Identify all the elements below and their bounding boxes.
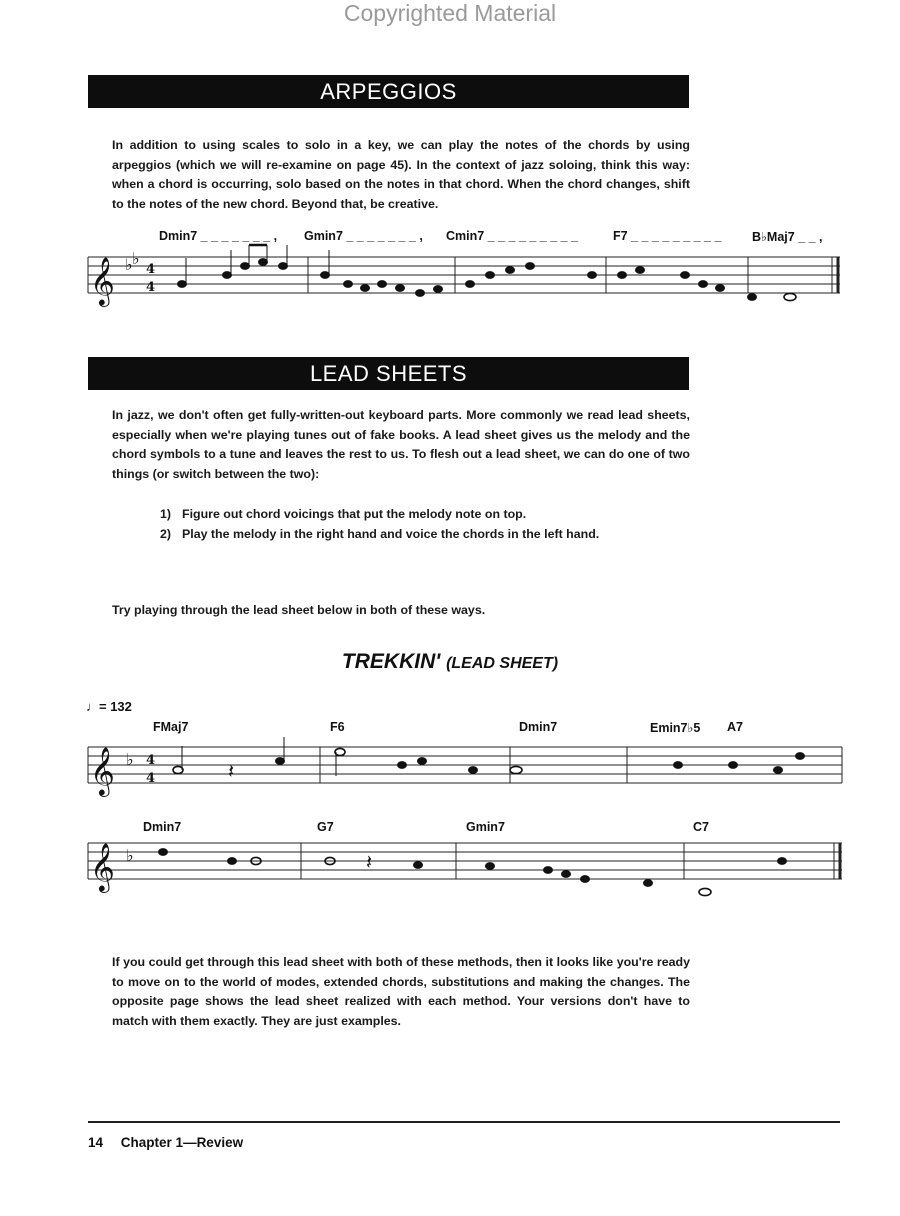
chord-symbol: Emin7♭5	[650, 721, 701, 735]
chapter-label: Chapter 1—Review	[120, 1135, 244, 1150]
try-text: Try playing through the lead sheet below in both of these ways.	[112, 603, 486, 617]
svg-text:𝄽: 𝄽	[228, 761, 235, 783]
chord-symbol: Gmin7 _ _ _ _ _ _ _ ,	[304, 229, 423, 243]
chord-symbol: FMaj7	[153, 720, 189, 734]
chord-symbol: B♭Maj7 _ _ ,	[752, 230, 823, 244]
chord-symbol: Dmin7 _ _ _ _ _ _ _ ,	[159, 229, 278, 243]
chord-symbol: F6	[330, 720, 345, 734]
svg-text:4: 4	[146, 771, 156, 786]
svg-text:♭: ♭	[132, 249, 140, 268]
chord-symbol: F7 _ _ _ _ _ _ _ _ _	[613, 229, 722, 243]
list-item: 2) Play the melody in the right hand and voice the chords in the left hand.	[160, 526, 600, 541]
svg-text:♭: ♭	[126, 846, 134, 865]
arpeggios-heading: ARPEGGIOS	[88, 75, 689, 108]
chord-symbol: Cmin7 _ _ _ _ _ _ _ _ _	[446, 229, 579, 243]
list-item: 1) Figure out chord voicings that put the melody note on top.	[160, 507, 527, 521]
lead-staff-2	[88, 843, 842, 879]
flat-icon: ♭	[125, 255, 133, 274]
lead-sheets-heading: LEAD SHEETS	[88, 357, 689, 390]
chord-symbol: Gmin7	[466, 820, 505, 834]
arpeggios-paragraph: In addition to using scales to solo in a key, we can play the notes of the chords by using arpeggios (which we will re-examine on page 45). In the context of jazz soloing, think this way: when a chord is occurring, solo based on the notes in that chord. When the chord changes, shift to the notes of the new chord. Beyond that, be creative.	[112, 138, 690, 211]
lead-sheets-paragraph: In jazz, we don't often get fully-written-out keyboard parts. More commonly we read lead sheets, especially when we're playing tunes out of fake books. A lead sheet gives us the melody and the chord symbols to a tune and leaves the rest to us. To flesh out a lead sheet, we can do one of two things (or switch between the two):	[112, 408, 690, 481]
closing-paragraph: If you could get through this lead sheet with both of these methods, then it looks like you're ready to move on to the world of modes, extended chords, substitutions and making the changes. The opposite page shows the lead sheet realized with each method. Your versions don't have to match with them exactly. They are just examples.	[112, 955, 690, 1028]
treble-clef-icon: 𝄞	[90, 256, 115, 305]
svg-text:𝄽: 𝄽	[366, 852, 373, 874]
tune-title: TREKKIN' (LEAD SHEET)	[341, 650, 559, 673]
chord-symbol: Dmin7	[143, 820, 182, 834]
svg-text:4: 4	[146, 262, 156, 277]
arpeggio-staff	[88, 257, 840, 293]
svg-text:𝄞: 𝄞	[90, 746, 115, 795]
svg-text:4: 4	[146, 753, 156, 768]
chord-symbol: A7	[727, 720, 743, 734]
svg-text:4: 4	[146, 280, 156, 295]
svg-text:𝄞: 𝄞	[90, 842, 115, 891]
quarter-note-icon: ♩	[86, 699, 99, 714]
tempo-marking: ♩= 132	[86, 699, 132, 714]
chord-symbol: C7	[693, 820, 709, 834]
page-number: 14	[88, 1135, 104, 1150]
chord-symbol: G7	[317, 820, 334, 834]
chord-symbol: Dmin7	[519, 720, 558, 734]
copyright-watermark: Copyrighted Material	[343, 0, 557, 26]
svg-text:♭: ♭	[126, 750, 134, 769]
